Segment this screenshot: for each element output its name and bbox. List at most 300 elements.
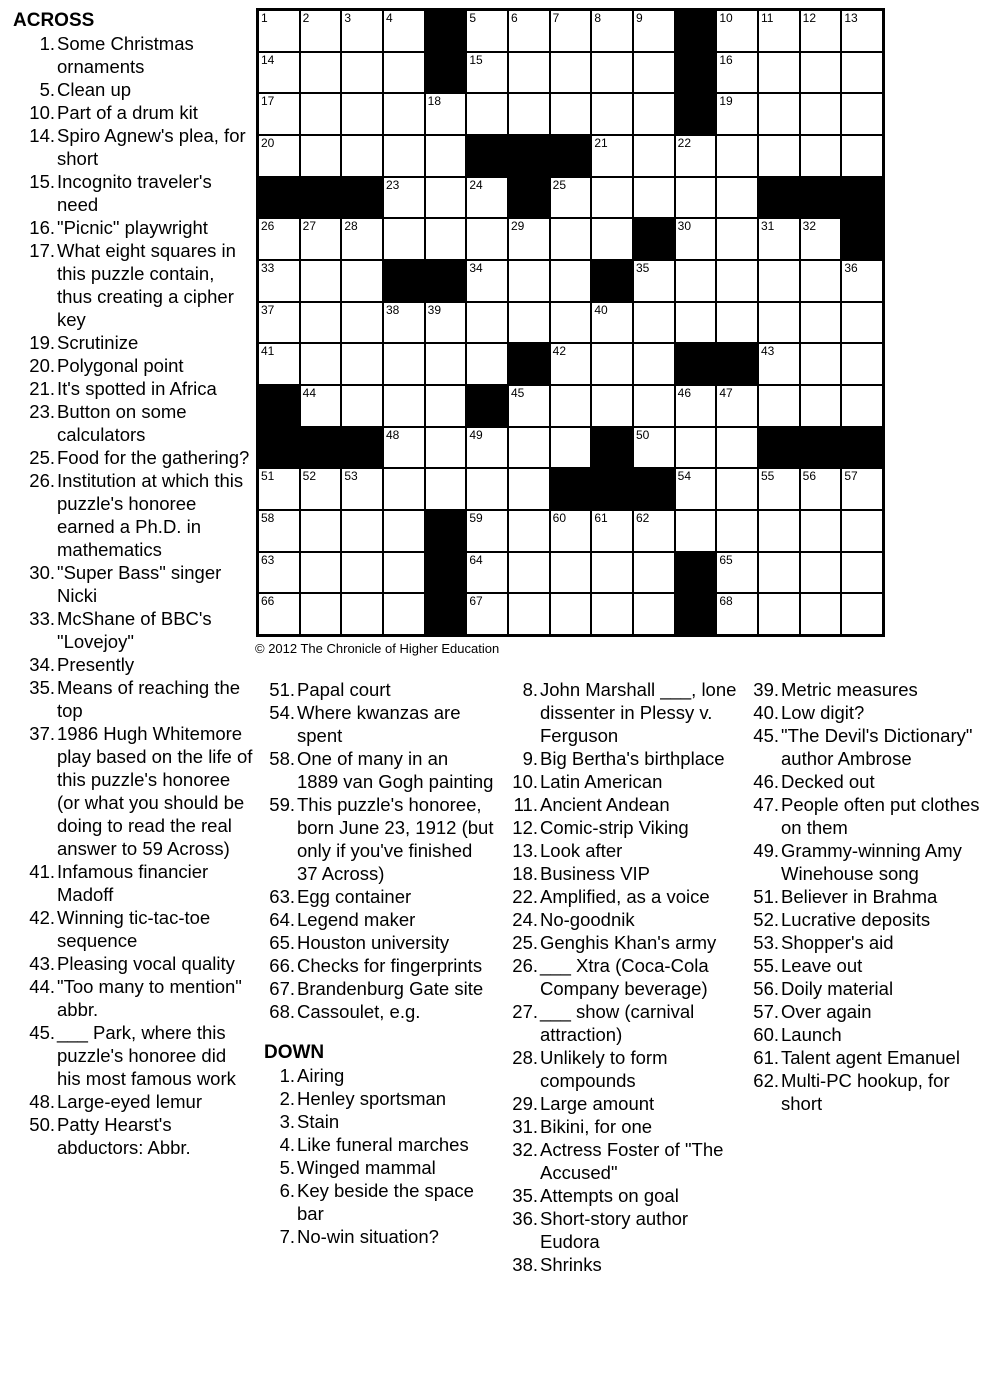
grid-cell[interactable] — [800, 385, 842, 427]
cell-number: 58 — [261, 511, 275, 525]
grid-cell[interactable] — [383, 218, 425, 260]
clue-number: 56 . — [748, 977, 779, 1000]
grid-cell[interactable] — [341, 302, 383, 344]
clue-text: "Too many to mention" abbr. — [57, 976, 242, 1020]
grid-cell[interactable] — [300, 93, 342, 135]
clue-number: 37 . — [13, 722, 55, 745]
clue-number: 63 . — [264, 885, 295, 908]
clue-text: McShane of BBC's "Lovejoy" — [57, 608, 212, 652]
clue-text: Attempts on goal — [540, 1185, 679, 1206]
clue-text: Winning tic-tac-toe sequence — [57, 907, 211, 951]
grid-cell[interactable] — [675, 218, 717, 260]
grid-cell[interactable] — [466, 218, 508, 260]
clue-number: 20 . — [13, 354, 55, 377]
grid-cell[interactable] — [466, 593, 508, 635]
grid-cell[interactable] — [716, 135, 758, 177]
across-clue — [13, 676, 253, 722]
grid-cell[interactable] — [425, 343, 467, 385]
grid-cell[interactable] — [383, 10, 425, 52]
clue-number: 54 . — [264, 701, 295, 724]
grid-cell[interactable] — [425, 468, 467, 510]
grid-cell[interactable] — [800, 552, 842, 594]
grid-cell[interactable] — [466, 52, 508, 94]
grid-cell[interactable] — [716, 93, 758, 135]
black-square — [258, 427, 300, 469]
grid-cell[interactable] — [341, 93, 383, 135]
grid-cell[interactable] — [341, 468, 383, 510]
grid-cell[interactable] — [633, 302, 675, 344]
grid-cell[interactable] — [591, 218, 633, 260]
grid-cell[interactable] — [633, 385, 675, 427]
grid-cell[interactable] — [591, 510, 633, 552]
clue-number: 2 . — [264, 1087, 295, 1110]
cell-number: 30 — [677, 219, 692, 234]
grid-cell[interactable] — [758, 385, 800, 427]
clue-text: ___ Xtra (Coca-Cola Company beverage) — [540, 955, 709, 999]
grid-cell[interactable] — [300, 302, 342, 344]
clue-text: ___ Park, where this puzzle's honoree did his most famous work — [57, 1022, 236, 1089]
cell-number: 16 — [719, 52, 733, 67]
grid-cell[interactable] — [258, 302, 300, 344]
grid-cell[interactable] — [508, 260, 550, 302]
clue-text: Infamous financier Madoff — [57, 861, 209, 905]
clue-text: Unlikely to form compounds — [540, 1047, 668, 1091]
grid-cell[interactable] — [383, 93, 425, 135]
clue-number: 39 . — [748, 678, 779, 701]
grid-cell[interactable] — [466, 343, 508, 385]
clue-number: 46 . — [748, 770, 779, 793]
grid-cell[interactable] — [716, 510, 758, 552]
grid-cell[interactable] — [341, 552, 383, 594]
grid-cell[interactable] — [258, 593, 300, 635]
grid-cell[interactable] — [508, 427, 550, 469]
down-clue — [748, 1023, 984, 1046]
cell-number: 27 — [302, 219, 317, 234]
grid-cell[interactable] — [591, 552, 633, 594]
grid-cell[interactable] — [716, 52, 758, 94]
grid-cell[interactable] — [716, 260, 758, 302]
down-clue — [748, 885, 984, 908]
clue-text: Food for the gathering? — [57, 447, 250, 468]
grid-cell[interactable] — [716, 552, 758, 594]
black-square — [425, 510, 467, 552]
cell-number: 31 — [761, 219, 775, 234]
grid-cell[interactable] — [591, 343, 633, 385]
cell-number: 62 — [636, 511, 650, 525]
grid-cell[interactable] — [383, 302, 425, 344]
clue-column-3 — [507, 678, 742, 1276]
grid-cell[interactable] — [258, 135, 300, 177]
grid-cell[interactable] — [258, 52, 300, 94]
cell-number: 36 — [844, 261, 858, 275]
grid-cell[interactable] — [633, 510, 675, 552]
across-clue — [13, 952, 253, 975]
grid-cell[interactable] — [716, 10, 758, 52]
grid-cell[interactable] — [841, 510, 883, 552]
grid-cell[interactable] — [758, 93, 800, 135]
down-clue — [748, 793, 984, 839]
grid-cell[interactable] — [550, 510, 592, 552]
cell-number: 51 — [261, 469, 275, 484]
grid-cell[interactable] — [633, 135, 675, 177]
grid-cell[interactable] — [550, 343, 592, 385]
grid-cell[interactable] — [758, 260, 800, 302]
grid-cell[interactable] — [633, 427, 675, 469]
grid-cell[interactable] — [383, 343, 425, 385]
grid-cell[interactable] — [591, 593, 633, 635]
grid-cell[interactable] — [300, 385, 342, 427]
grid-cell[interactable] — [633, 260, 675, 302]
across-clue — [13, 1021, 253, 1090]
grid-cell[interactable] — [258, 218, 300, 260]
grid-cell[interactable] — [716, 385, 758, 427]
grid-cell[interactable] — [341, 260, 383, 302]
grid-cell[interactable] — [258, 552, 300, 594]
grid-cell[interactable] — [550, 218, 592, 260]
down-clue — [264, 1225, 494, 1248]
grid-cell[interactable] — [466, 427, 508, 469]
clue-text: Leave out — [781, 955, 863, 976]
black-square — [425, 593, 467, 635]
grid-cell[interactable] — [633, 343, 675, 385]
grid-cell[interactable] — [300, 510, 342, 552]
grid-cell[interactable] — [383, 135, 425, 177]
grid-cell[interactable] — [675, 260, 717, 302]
clue-text: Low digit? — [781, 702, 865, 723]
grid-cell[interactable] — [633, 593, 675, 635]
grid-cell[interactable] — [550, 177, 592, 219]
grid-cell[interactable] — [841, 302, 883, 344]
grid-cell[interactable] — [425, 302, 467, 344]
grid-cell[interactable] — [716, 593, 758, 635]
grid-cell[interactable] — [758, 10, 800, 52]
clue-text: Over again — [781, 1001, 872, 1022]
grid-cell[interactable] — [341, 343, 383, 385]
grid-cell[interactable] — [550, 552, 592, 594]
grid-cell[interactable] — [675, 510, 717, 552]
grid-cell[interactable] — [800, 510, 842, 552]
across-clue — [13, 354, 253, 377]
grid-cell[interactable] — [758, 135, 800, 177]
grid-cell[interactable] — [383, 593, 425, 635]
grid-cell[interactable] — [383, 552, 425, 594]
grid-cell[interactable] — [550, 52, 592, 94]
clue-text: Believer in Brahma — [781, 886, 938, 907]
clue-text: Some Christmas ornaments — [57, 33, 194, 77]
black-square — [508, 343, 550, 385]
grid-cell[interactable] — [508, 10, 550, 52]
black-square — [508, 177, 550, 219]
grid-cell[interactable] — [800, 343, 842, 385]
grid-cell[interactable] — [258, 510, 300, 552]
cell-number: 32 — [802, 219, 817, 234]
clue-number: 30 . — [13, 561, 55, 584]
cell-number: 48 — [386, 427, 400, 442]
clue-number: 52 . — [748, 908, 779, 931]
grid-cell[interactable] — [466, 260, 508, 302]
grid-cell[interactable] — [633, 52, 675, 94]
grid-cell[interactable] — [300, 260, 342, 302]
grid-cell[interactable] — [591, 302, 633, 344]
grid-cell[interactable] — [633, 177, 675, 219]
grid-cell[interactable] — [758, 52, 800, 94]
clue-number: 21 . — [13, 377, 55, 400]
down-clue — [507, 770, 742, 793]
grid-cell[interactable] — [383, 468, 425, 510]
grid-cell[interactable] — [758, 510, 800, 552]
clue-text: "Super Bass" singer Nicki — [57, 562, 222, 606]
grid-cell[interactable] — [550, 10, 592, 52]
grid-cell[interactable] — [675, 427, 717, 469]
down-clue — [507, 1115, 742, 1138]
clue-text: Polygonal point — [57, 355, 184, 376]
clue-text: Big Bertha's birthplace — [540, 748, 725, 769]
black-square — [341, 177, 383, 219]
cell-number: 24 — [469, 177, 483, 192]
across-clue — [264, 885, 494, 908]
across-clue — [13, 239, 253, 331]
grid-cell[interactable] — [675, 302, 717, 344]
black-square — [591, 427, 633, 469]
grid-cell[interactable] — [841, 552, 883, 594]
grid-cell[interactable] — [841, 10, 883, 52]
grid-cell[interactable] — [800, 135, 842, 177]
grid-cell[interactable] — [258, 343, 300, 385]
grid-cell[interactable] — [758, 552, 800, 594]
clue-number: 25 . — [507, 931, 538, 954]
clue-text: It's spotted in Africa — [57, 378, 217, 399]
grid-cell[interactable] — [800, 593, 842, 635]
clue-text: Key beside the space bar — [297, 1180, 474, 1224]
grid-cell[interactable] — [841, 135, 883, 177]
grid-cell[interactable] — [675, 135, 717, 177]
clue-number: 14 . — [13, 124, 55, 147]
grid-cell[interactable] — [633, 10, 675, 52]
grid-cell[interactable] — [300, 343, 342, 385]
grid-cell[interactable] — [508, 302, 550, 344]
grid-cell[interactable] — [800, 52, 842, 94]
grid-cell[interactable] — [300, 52, 342, 94]
across-clue — [264, 678, 494, 701]
grid-cell[interactable] — [508, 593, 550, 635]
grid-cell[interactable] — [841, 260, 883, 302]
grid-cell[interactable] — [425, 177, 467, 219]
grid-cell[interactable] — [508, 385, 550, 427]
grid-cell[interactable] — [633, 93, 675, 135]
grid-cell[interactable] — [758, 302, 800, 344]
grid-cell[interactable] — [675, 177, 717, 219]
grid-cell[interactable] — [466, 302, 508, 344]
clue-number: 35 . — [13, 676, 55, 699]
across-clue — [13, 561, 253, 607]
clue-number: 62 . — [748, 1069, 779, 1092]
grid-cell[interactable] — [758, 468, 800, 510]
grid-cell[interactable] — [341, 593, 383, 635]
clue-number: 38 . — [507, 1253, 538, 1276]
grid-cell[interactable] — [383, 177, 425, 219]
grid-cell[interactable] — [258, 93, 300, 135]
grid-cell[interactable] — [300, 552, 342, 594]
grid-cell[interactable] — [675, 385, 717, 427]
cell-number: 12 — [802, 11, 817, 25]
black-square — [758, 427, 800, 469]
grid-cell[interactable] — [591, 10, 633, 52]
grid-cell[interactable] — [383, 385, 425, 427]
grid-cell[interactable] — [550, 593, 592, 635]
grid-cell[interactable] — [841, 52, 883, 94]
grid-cell[interactable] — [508, 510, 550, 552]
black-square — [841, 218, 883, 260]
clue-number: 40 . — [748, 701, 779, 724]
grid-cell[interactable] — [591, 135, 633, 177]
cell-number: 47 — [719, 386, 733, 400]
black-square — [425, 260, 467, 302]
grid-cell[interactable] — [300, 218, 342, 260]
grid-cell[interactable] — [300, 468, 342, 510]
grid-cell[interactable] — [508, 468, 550, 510]
clue-number: 11 . — [507, 793, 538, 816]
clue-text: Stain — [297, 1111, 340, 1132]
clue-text: John Marshall ___, lone dissenter in Plessy v. Ferguson — [540, 679, 737, 746]
grid-cell[interactable] — [716, 468, 758, 510]
grid-cell[interactable] — [800, 10, 842, 52]
grid-cell[interactable] — [716, 218, 758, 260]
grid-cell[interactable] — [466, 468, 508, 510]
grid-cell[interactable] — [758, 593, 800, 635]
grid-cell[interactable] — [800, 93, 842, 135]
grid-cell[interactable] — [258, 468, 300, 510]
grid-cell[interactable] — [591, 52, 633, 94]
clue-number: 13 . — [507, 839, 538, 862]
grid-cell[interactable] — [550, 302, 592, 344]
grid-cell[interactable] — [758, 343, 800, 385]
grid-cell[interactable] — [341, 218, 383, 260]
grid-cell[interactable] — [466, 510, 508, 552]
clue-number: 43 . — [13, 952, 55, 975]
cell-number: 40 — [594, 302, 608, 317]
grid-cell[interactable] — [508, 552, 550, 594]
grid-cell[interactable] — [425, 427, 467, 469]
black-square — [841, 427, 883, 469]
grid-cell[interactable] — [591, 177, 633, 219]
grid-cell[interactable] — [466, 93, 508, 135]
grid-cell[interactable] — [800, 218, 842, 260]
grid-cell[interactable] — [508, 93, 550, 135]
down-clue — [748, 724, 984, 770]
cell-number: 66 — [261, 594, 275, 609]
grid-cell[interactable] — [550, 427, 592, 469]
grid-cell[interactable] — [258, 260, 300, 302]
grid-cell[interactable] — [508, 52, 550, 94]
cell-number: 29 — [511, 219, 525, 234]
clue-number: 53 . — [748, 931, 779, 954]
grid-cell[interactable] — [383, 427, 425, 469]
across-clue — [13, 1090, 253, 1113]
clue-number: 55 . — [748, 954, 779, 977]
clue-text: Large amount — [540, 1093, 655, 1114]
grid-cell[interactable] — [341, 52, 383, 94]
grid-cell[interactable] — [841, 93, 883, 135]
cell-number: 46 — [677, 386, 692, 400]
grid-cell[interactable] — [341, 510, 383, 552]
clue-text: Pleasing vocal quality — [57, 953, 235, 974]
clue-number: 26 . — [507, 954, 538, 977]
clue-number: 23 . — [13, 400, 55, 423]
across-clue — [264, 977, 494, 1000]
grid-cell[interactable] — [466, 552, 508, 594]
grid-cell[interactable] — [800, 468, 842, 510]
grid-cell[interactable] — [800, 260, 842, 302]
grid-cell[interactable] — [550, 93, 592, 135]
grid-cell[interactable] — [591, 385, 633, 427]
grid-cell[interactable] — [800, 302, 842, 344]
grid-cell[interactable] — [425, 218, 467, 260]
clue-text: Ancient Andean — [540, 794, 670, 815]
clue-text: Houston university — [297, 932, 450, 953]
black-square — [425, 52, 467, 94]
clue-text: Comic-strip Viking — [540, 817, 689, 838]
grid-cell[interactable] — [300, 593, 342, 635]
grid-cell[interactable] — [841, 343, 883, 385]
cell-number: 2 — [302, 11, 310, 25]
grid-cell[interactable] — [425, 135, 467, 177]
grid-cell[interactable] — [300, 10, 342, 52]
clue-number: 15 . — [13, 170, 55, 193]
grid-cell[interactable] — [758, 218, 800, 260]
grid-cell[interactable] — [341, 10, 383, 52]
grid-cell[interactable] — [300, 135, 342, 177]
down-clue — [507, 862, 742, 885]
grid-cell[interactable] — [841, 593, 883, 635]
grid-cell[interactable] — [633, 552, 675, 594]
grid-cell[interactable] — [466, 177, 508, 219]
cell-number: 17 — [261, 94, 275, 109]
down-clue — [748, 770, 984, 793]
copyright-notice: © 2012 The Chronicle of Higher Education — [255, 641, 500, 656]
grid-cell[interactable] — [550, 385, 592, 427]
grid-cell[interactable] — [466, 10, 508, 52]
clue-text: Bikini, for one — [540, 1116, 653, 1137]
grid-cell[interactable] — [591, 93, 633, 135]
grid-cell[interactable] — [550, 260, 592, 302]
grid-cell[interactable] — [425, 385, 467, 427]
grid-cell[interactable] — [258, 10, 300, 52]
clue-number: 18 . — [507, 862, 538, 885]
clue-number: 10 . — [507, 770, 538, 793]
down-clue — [507, 1253, 742, 1276]
grid-cell[interactable] — [383, 510, 425, 552]
grid-cell[interactable] — [341, 135, 383, 177]
clue-number: 16 . — [13, 216, 55, 239]
clue-text: Button on some calculators — [57, 401, 187, 445]
clue-number: 42 . — [13, 906, 55, 929]
grid-cell[interactable] — [716, 302, 758, 344]
grid-cell[interactable] — [675, 468, 717, 510]
grid-cell[interactable] — [716, 177, 758, 219]
grid-cell[interactable] — [841, 385, 883, 427]
down-clue — [748, 1069, 984, 1115]
clue-number: 24 . — [507, 908, 538, 931]
grid-cell[interactable] — [841, 468, 883, 510]
grid-cell[interactable] — [341, 385, 383, 427]
grid-cell[interactable] — [425, 93, 467, 135]
clue-number: 50 . — [13, 1113, 55, 1136]
clue-text: Part of a drum kit — [57, 102, 198, 123]
clue-number: 10 . — [13, 101, 55, 124]
grid-cell[interactable] — [383, 52, 425, 94]
grid-cell[interactable] — [716, 427, 758, 469]
grid-cell[interactable] — [508, 218, 550, 260]
